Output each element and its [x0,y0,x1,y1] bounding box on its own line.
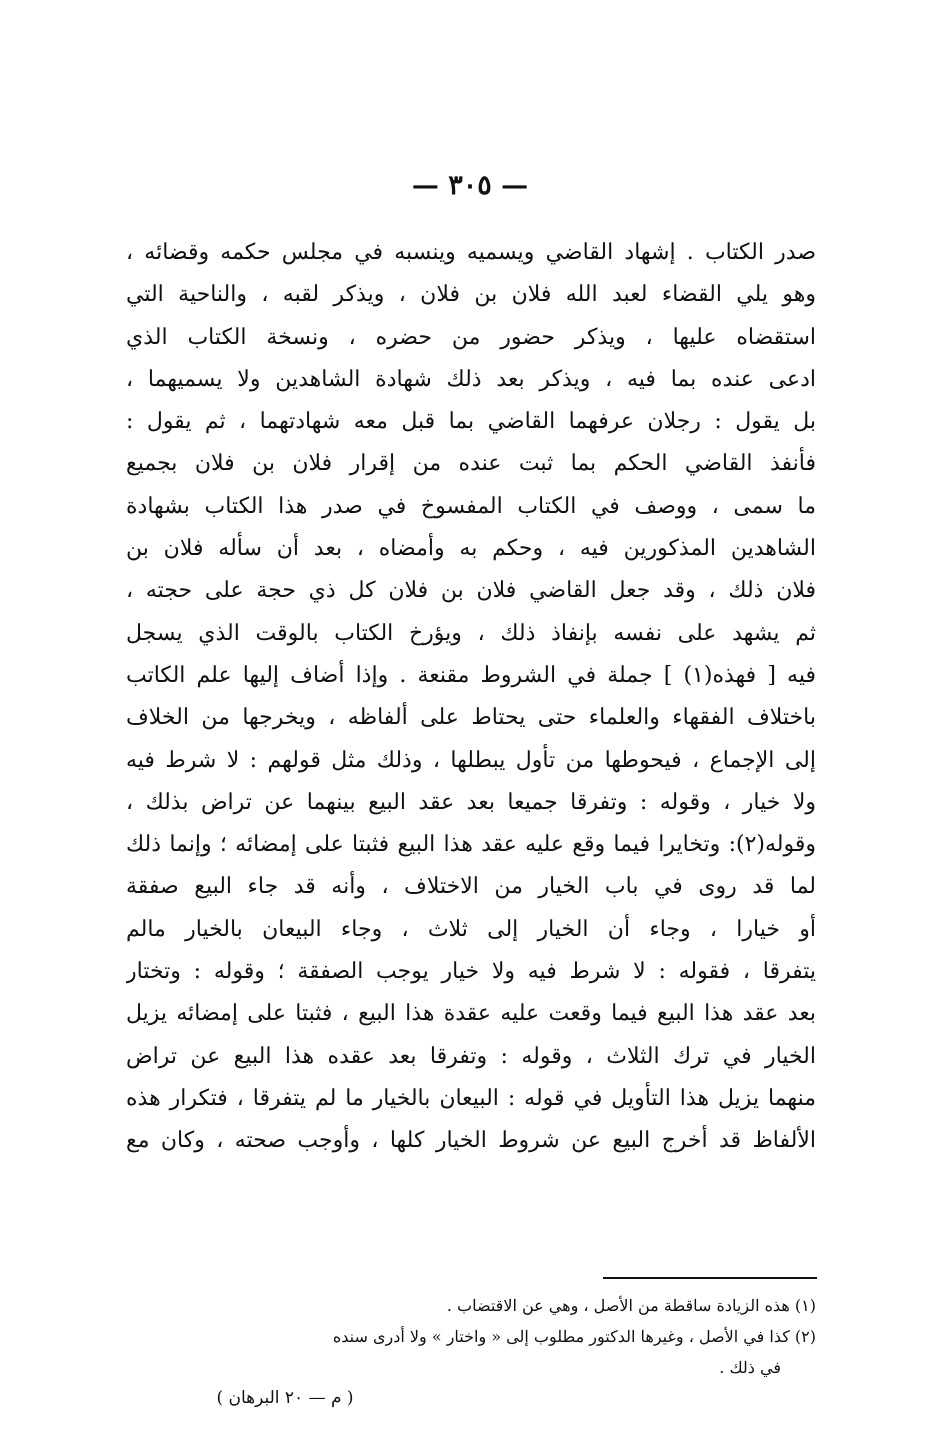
text-line: إلى الإجماع ، فيحوطها من تأول يبطلها ، وذلك مثل قولهم : لا شرط فيه [126,747,816,773]
text-line: يتفرقا ، فقوله : لا شرط فيه ولا خيار يوجب الصفقة ؛ وقوله : وتختار [126,959,816,985]
text-line: ولا خيار ، وقوله : وتفرقا جميعا بعد عقد البيع بينهما عن تراض بذلك ، [126,789,816,815]
signature-mark: ( م — ٢٠ البرهان ) [216,1388,354,1408]
text-line: وقوله(٢): وتخايرا فيما وقع عليه عقد هذا البيع فثبتا على إمضائه ؛ وإنما ذلك [126,832,816,858]
text-line: وهو يلي القضاء لعبد الله فلان بن فلان ، ويذكر لقبه ، والناحية التي [126,282,816,308]
text-line: فيه [ فهذه(١) ] جملة في الشروط مقنعة . وإذا أضاف إليها علم الكاتب [126,662,816,688]
text-line: بعد عقد هذا البيع فيما وقعت عليه عقدة هذا البيع ، فثبتا على إمضائه يزيل [126,1001,816,1027]
page-number: — ٣٠٥ — [411,170,529,201]
footnote-2-continued: في ذلك . [719,1358,781,1377]
text-line: الشاهدين المذكورين فيه ، وحكم به وأمضاه ، بعد أن سأله فلان بن [126,536,816,562]
text-line: منهما يزيل هذا التأويل في قوله : البيعان بالخيار ما لم يتفرقا ، فتكرار هذه [126,1085,816,1111]
text-line: ادعى عنده بما فيه ، ويذكر بعد ذلك شهادة الشاهدين ولا يسميهما ، [126,366,816,392]
text-line: ثم يشهد على نفسه بإنفاذ ذلك ، ويؤرخ الكتاب بالوقت الذي يسجل [126,620,816,646]
text-line: الخيار في ترك الثلاث ، وقوله : وتفرقا بعد عقده هذا البيع عن تراض [126,1043,816,1069]
footnote-1: (١) هذه الزيادة ساقطة من الأصل ، وهي عن الاقتضاب . [446,1296,816,1315]
text-line: فلان ذلك ، وقد جعل القاضي فلان بن فلان كل ذي حجة على حجته ، [126,578,816,604]
text-line: استقضاه عليها ، ويذكر حضور من حضره ، ونسخة الكتاب الذي [126,324,816,350]
text-line: لما قد روى في باب الخيار من الاختلاف ، وأنه قد جاء البيع صفقة [126,874,816,900]
text-line: بل يقول : رجلان عرفهما القاضي بما قبل معه شهادتهما ، ثم يقول : [126,409,816,435]
footnote-divider [603,1277,817,1279]
text-line: صدر الكتاب . إشهاد القاضي ويسميه وينسبه في مجلس حكمه وقضائه ، [126,240,816,265]
text-line: أو خيارا ، وجاء أن الخيار إلى ثلاث ، وجاء البيعان بالخيار مالم [126,916,816,942]
text-line: ما سمى ، ووصف في الكتاب المفسوخ في صدر هذا الكتاب بشهادة [126,493,816,519]
footnote-2: (٢) كذا في الأصل ، وغيرها الدكتور مطلوب إلى « واختار » ولا أدرى سنده [332,1327,816,1346]
body-text [126,232,816,1163]
footnotes [126,1290,816,1383]
text-line: باختلاف الفقهاء والعلماء حتى يحتاط على ألفاظه ، ويخرجها من الخلاف [126,705,816,731]
text-line: الألفاظ قد أخرج البيع عن شروط الخيار كلها ، وأوجب صحته ، وكان مع [126,1128,816,1154]
text-line: فأنفذ القاضي الحكم بما ثبت عنده من إقرار فلان بن فلان بجميع [126,451,816,477]
